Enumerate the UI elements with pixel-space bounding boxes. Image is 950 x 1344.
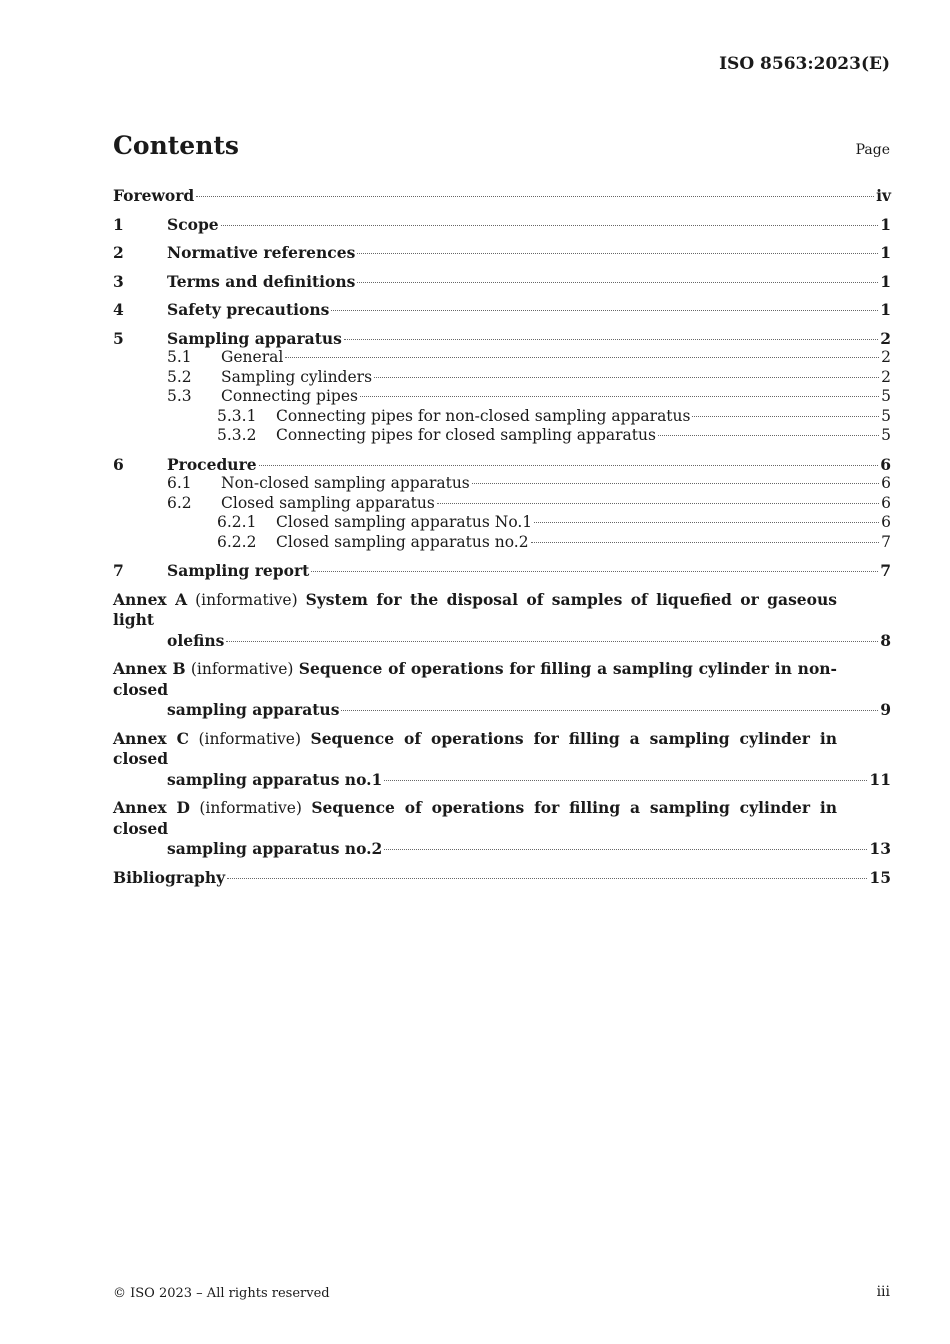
annex-label: Annex C	[113, 728, 189, 748]
toc-entry-page: 13	[869, 839, 891, 858]
toc-entry-page: 1	[880, 214, 891, 234]
dot-leader	[692, 416, 879, 417]
toc-entry-page: 5	[881, 406, 891, 425]
toc-entry-page: 2	[880, 328, 891, 348]
annex-title: Sequence of operations for filling a sampling cylinder in closed	[113, 728, 837, 768]
table-of-contents	[113, 186, 891, 887]
toc-entry-number: 3	[113, 271, 124, 291]
toc-entry-page: 11	[869, 769, 891, 789]
toc-entry-pipes-non-closed[interactable]	[113, 407, 891, 427]
annex-title-continued: sampling apparatus	[167, 700, 340, 719]
dot-leader	[531, 542, 880, 543]
annex-title: Sequence of operations for filling a sampling cylinder in non-closed	[113, 659, 837, 699]
toc-entry-text: Bibliography	[113, 867, 226, 887]
toc-entry-number: 4	[113, 300, 124, 319]
toc-entry-closed-apparatus-2[interactable]	[113, 533, 891, 553]
toc-entry-text: Sampling report	[167, 561, 310, 580]
toc-entry-page: 8	[880, 630, 891, 650]
toc-entry-closed-apparatus[interactable]	[113, 494, 891, 514]
toc-entry-number: 5.3.2	[217, 426, 257, 444]
toc-entry-text: Non-closed sampling apparatus	[221, 474, 470, 492]
toc-entry-annex-c[interactable]	[113, 729, 891, 790]
dot-leader	[331, 310, 878, 311]
dot-leader	[196, 196, 874, 197]
toc-entry-sampling-apparatus[interactable]	[113, 329, 891, 349]
toc-entry-number: 2	[113, 243, 124, 262]
toc-entry-number: 5.1	[167, 348, 192, 366]
toc-entry-text: Normative references	[167, 243, 356, 262]
toc-entry-page: 2	[881, 348, 891, 366]
standard-id: ISO 8563:2023(E)	[719, 54, 890, 74]
dot-leader	[357, 253, 878, 254]
annex-type: (informative)	[190, 660, 294, 678]
toc-entry-bibliography[interactable]	[113, 868, 891, 888]
toc-entry-procedure[interactable]	[113, 455, 891, 475]
dot-leader	[344, 339, 878, 340]
toc-entry-text: Terms and definitions	[167, 271, 356, 291]
dot-leader	[341, 710, 878, 711]
dot-leader	[472, 483, 879, 484]
toc-entry-sampling-cylinders[interactable]	[113, 368, 891, 388]
toc-entry-sampling-report[interactable]	[113, 561, 891, 581]
page-number: iii	[876, 1284, 890, 1300]
toc-entry-annex-b[interactable]	[113, 659, 891, 720]
toc-entry-page: 6	[881, 474, 891, 492]
dot-leader	[658, 435, 879, 436]
toc-entry-text: Closed sampling apparatus no.2	[276, 532, 529, 551]
toc-entry-scope[interactable]	[113, 215, 891, 235]
toc-entry-text: Sampling apparatus	[167, 328, 342, 348]
toc-entry-annex-d[interactable]	[113, 798, 891, 859]
copyright-notice: © ISO 2023 – All rights reserved	[113, 1286, 330, 1301]
annex-label: Annex B	[113, 659, 186, 678]
toc-entry-pipes-closed[interactable]	[113, 426, 891, 446]
contents-title: Contents	[113, 131, 240, 160]
dot-leader	[227, 878, 867, 879]
toc-entry-number: 5.3	[167, 387, 192, 405]
toc-entry-text: Procedure	[167, 454, 257, 474]
toc-entry-text: General	[221, 348, 284, 366]
toc-entry-number: 5.2	[167, 367, 192, 386]
dot-leader	[226, 641, 878, 642]
dot-leader	[285, 357, 879, 358]
toc-entry-number: 7	[113, 561, 124, 580]
toc-entry-page: 6	[881, 513, 891, 531]
annex-title-continued: olefins	[167, 630, 225, 650]
toc-entry-page: 9	[880, 700, 891, 719]
dot-leader	[360, 396, 879, 397]
toc-entry-text: Closed sampling apparatus	[221, 493, 435, 512]
toc-entry-text: Connecting pipes	[221, 387, 358, 405]
toc-entry-annex-a[interactable]	[113, 590, 891, 651]
toc-entry-general[interactable]	[113, 348, 891, 368]
toc-entry-page: 7	[880, 561, 891, 580]
toc-entry-page: 15	[869, 867, 891, 887]
annex-title: System for the disposal of samples of liquefied or gaseous light	[113, 589, 837, 629]
annex-type: (informative)	[198, 729, 302, 748]
page-column-label: Page	[855, 142, 890, 158]
dot-leader	[259, 465, 879, 466]
toc-entry-page: 6	[881, 493, 891, 512]
toc-entry-number: 6.2.1	[217, 513, 257, 531]
toc-entry-page: iv	[876, 186, 891, 205]
toc-entry-normative-references[interactable]	[113, 243, 891, 263]
toc-entry-page: 7	[881, 532, 891, 551]
toc-entry-page: 1	[880, 300, 891, 319]
toc-entry-page: 6	[880, 454, 891, 474]
toc-entry-text: Scope	[167, 214, 219, 234]
toc-entry-text: Closed sampling apparatus No.1	[276, 513, 533, 531]
annex-title-continued: sampling apparatus no.1	[167, 769, 383, 789]
toc-entry-page: 1	[880, 243, 891, 262]
toc-entry-page: 2	[881, 367, 891, 386]
annex-type: (informative)	[199, 799, 302, 817]
toc-entry-closed-apparatus-1[interactable]	[113, 513, 891, 533]
dot-leader	[221, 225, 879, 226]
toc-entry-page: 5	[881, 426, 891, 444]
dot-leader	[357, 282, 878, 283]
toc-entry-number: 6.1	[167, 474, 192, 492]
toc-entry-text: Sampling cylinders	[221, 367, 373, 386]
toc-entry-page: 1	[880, 271, 891, 291]
toc-entry-number: 1	[113, 214, 124, 234]
dot-leader	[311, 571, 878, 572]
dot-leader	[384, 849, 867, 850]
annex-type: (informative)	[195, 590, 298, 609]
dot-leader	[374, 377, 879, 378]
annex-label: Annex D	[113, 798, 190, 817]
annex-title-continued: sampling apparatus no.2	[167, 839, 383, 858]
dot-leader	[437, 503, 879, 504]
toc-entry-safety-precautions[interactable]	[113, 300, 891, 320]
toc-entry-number: 6.2	[167, 493, 192, 512]
toc-entry-text: Foreword	[113, 186, 195, 205]
toc-entry-foreword[interactable]	[113, 186, 891, 206]
toc-entry-text: Safety precautions	[167, 300, 330, 319]
toc-entry-number: 5.3.1	[217, 406, 257, 425]
toc-entry-page: 5	[881, 387, 891, 405]
toc-entry-non-closed-apparatus[interactable]	[113, 474, 891, 494]
toc-entry-terms-and-definitions[interactable]	[113, 272, 891, 292]
annex-title: Sequence of operations for filling a sampling cylinder in closed	[113, 798, 838, 838]
toc-entry-number: 5	[113, 328, 124, 348]
toc-entry-number: 6.2.2	[217, 532, 257, 551]
toc-entry-text: Connecting pipes for non-closed sampling apparatus	[276, 406, 691, 425]
toc-entry-text: Connecting pipes for closed sampling apparatus	[276, 426, 656, 444]
toc-entry-number: 6	[113, 454, 124, 474]
annex-label: Annex A	[113, 589, 188, 609]
toc-entry-connecting-pipes[interactable]	[113, 387, 891, 407]
dot-leader	[534, 522, 879, 523]
dot-leader	[384, 780, 867, 781]
